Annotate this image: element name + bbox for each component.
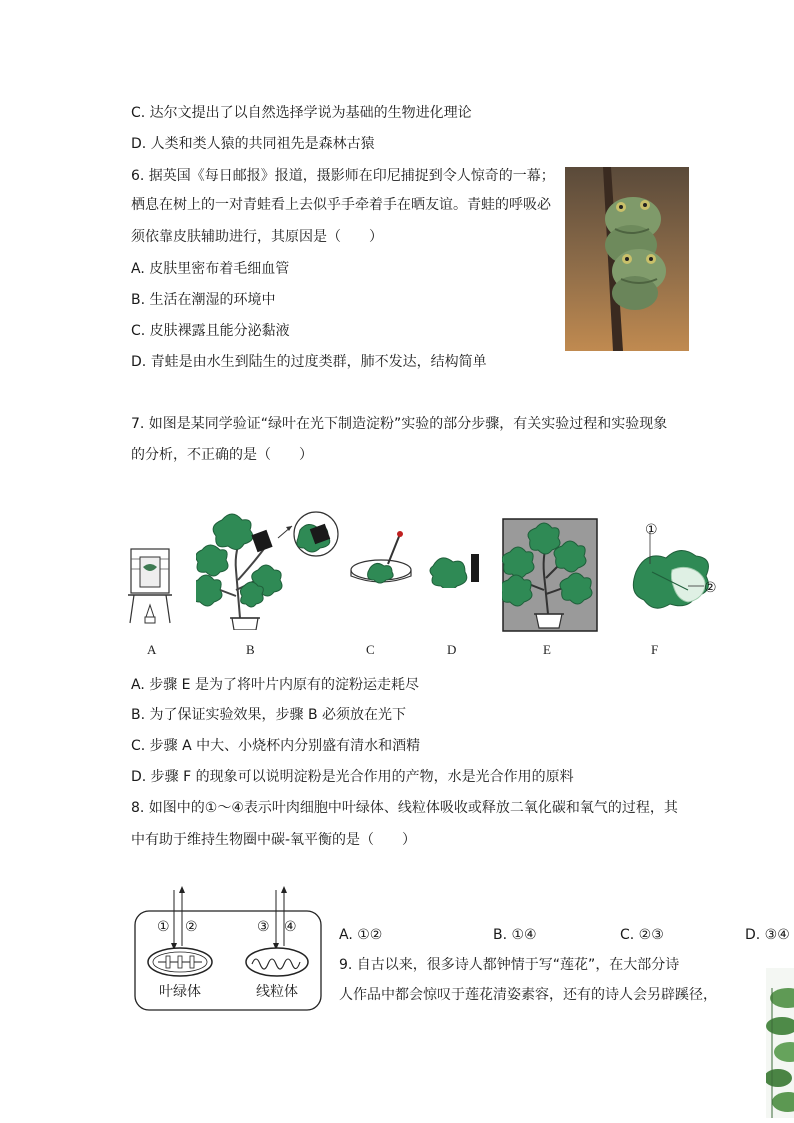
q8-stem-line2: 中有助于维持生物圈中碳-氧平衡的是（ ） [131,832,417,848]
q9-stem-line2: 人作品中都会惊叹于莲花清姿素容，还有的诗人会另辟蹊径， [339,987,717,1003]
q9-stem-line1: 9. 自古以来，很多诗人都钟情于写“莲花”，在大部分诗 [339,957,680,973]
q7-stem-line1: 7. 如图是某同学验证“绿叶在光下制造淀粉”实验的部分步骤，有关实验过程和实验现象 [131,416,668,432]
q6-stem-line2: 栖息在树上的一对青蛙看上去似乎手牵着手在晒友谊。青蛙的呼吸必 [131,197,551,213]
figure-label-a: A [147,642,157,657]
step-a-water-bath-figure [128,545,172,627]
lotus-photo [766,968,794,1118]
q6-option-a: A. 皮肤里密布着毛细血管 [131,261,290,277]
step-f-result-leaf-figure [628,520,724,612]
step-c-iodine-drop-figure [348,530,418,586]
step-f-marker-1: ① [645,522,658,538]
figure-label-d: D [447,642,457,657]
q8-option-d: D. ③④ [745,927,790,943]
q8-stem-line1: 8. 如图中的①～④表示叶肉细胞中叶绿体、线粒体吸收或释放二氧化碳和氧气的过程，其 [131,800,678,816]
diagram-marker-4: ④ [284,919,297,935]
q5-option-c: C. 达尔文提出了以自然选择学说为基础的生物进化理论 [131,105,472,121]
figure-label-e: E [543,642,551,657]
step-d-leaf-figure [429,550,485,588]
q6-option-b: B. 生活在潮湿的环境中 [131,292,276,308]
q7-option-c: C. 步骤 A 中大、小烧杯内分别盛有清水和酒精 [131,738,421,754]
q6-stem-line1: 6. 据英国《每日邮报》报道，摄影师在印尼捕捉到令人惊奇的一幕； [131,168,555,184]
chloroplast-label: 叶绿体 [159,984,201,1000]
q8-option-b: B. ①④ [493,927,537,943]
q8-option-a: A. ①② [339,927,383,943]
step-b-plant-figure [196,510,361,630]
mitochondrion-label: 线粒体 [256,984,298,1000]
frog-photo [565,167,689,351]
step-f-marker-2: ② [704,580,717,596]
q7-option-a: A. 步骤 E 是为了将叶片内原有的淀粉运走耗尽 [131,677,419,693]
q8-option-c: C. ②③ [620,927,664,943]
step-e-dark-box-figure [502,518,598,632]
diagram-marker-2: ② [185,919,198,935]
q6-option-d: D. 青蛙是由水生到陆生的过度类群，肺不发达，结构简单 [131,354,487,370]
diagram-marker-1: ① [157,919,170,935]
q7-option-d: D. 步骤 F 的现象可以说明淀粉是光合作用的产物，水是光合作用的原料 [131,769,574,785]
q5-option-d: D. 人类和类人猿的共同祖先是森林古猿 [131,136,375,152]
figure-label-f: F [651,642,659,657]
q6-stem-line3: 须依靠皮肤辅助进行，其原因是（ ） [131,229,383,245]
q7-stem-line2: 的分析，不正确的是（ ） [131,447,313,463]
figure-label-c: C [366,642,375,657]
figure-label-b: B [246,642,255,657]
q7-option-b: B. 为了保证实验效果，步骤 B 必须放在光下 [131,707,407,723]
q6-option-c: C. 皮肤裸露且能分泌黏液 [131,323,290,339]
diagram-marker-3: ③ [257,919,270,935]
